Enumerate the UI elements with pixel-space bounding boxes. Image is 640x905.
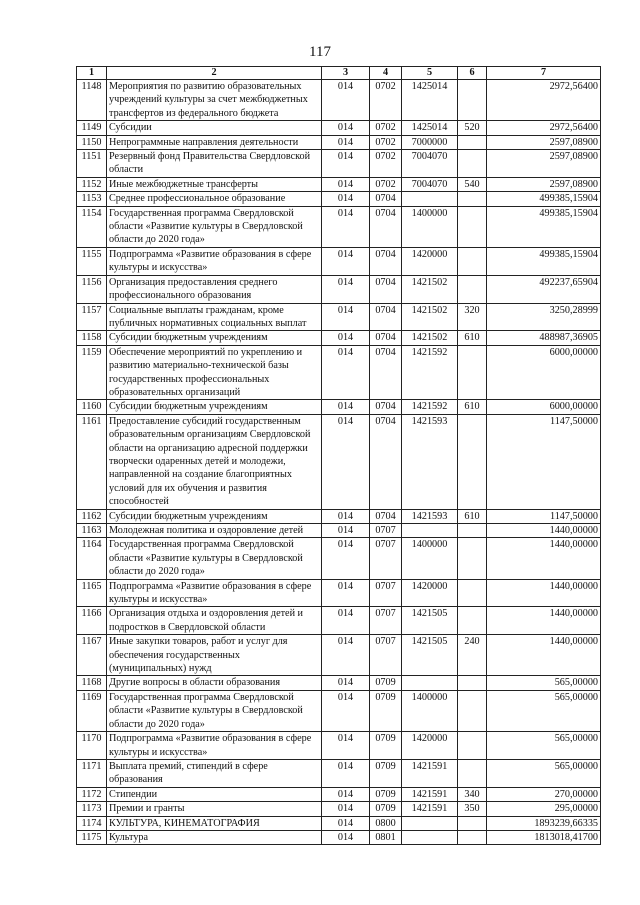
- header-col-6: 6: [458, 67, 487, 80]
- row-target-code: 1421592: [402, 400, 458, 414]
- row-expense-type: 520: [458, 121, 487, 135]
- row-section-code: 0704: [370, 275, 402, 303]
- row-number: 1166: [77, 607, 107, 635]
- row-number: 1169: [77, 690, 107, 731]
- row-section-code: 0707: [370, 579, 402, 607]
- table-row: [77, 345, 601, 400]
- row-number: 1171: [77, 759, 107, 787]
- row-name: Подпрограмма «Развитие образования в сфере культуры и искусства»: [107, 247, 322, 275]
- row-amount: 1147,50000: [487, 509, 601, 523]
- row-expense-type: [458, 579, 487, 607]
- row-number: 1157: [77, 303, 107, 331]
- row-name: Обеспечение мероприятий по укреплению и развитию материально-технической базы государственных профессиональных образовательных организаций: [107, 345, 322, 400]
- table-row: [77, 121, 601, 135]
- header-col-4: 4: [370, 67, 402, 80]
- row-section-code: 0709: [370, 759, 402, 787]
- row-target-code: 1421593: [402, 414, 458, 509]
- row-target-code: 1421505: [402, 635, 458, 676]
- row-expense-type: 610: [458, 400, 487, 414]
- table-row: [77, 635, 601, 676]
- row-target-code: [402, 676, 458, 690]
- row-expense-type: [458, 690, 487, 731]
- row-department-code: 014: [322, 579, 370, 607]
- row-number: 1170: [77, 732, 107, 760]
- table-row: [77, 206, 601, 247]
- row-target-code: 1421591: [402, 759, 458, 787]
- row-section-code: 0702: [370, 121, 402, 135]
- row-expense-type: [458, 732, 487, 760]
- row-number: 1164: [77, 538, 107, 579]
- row-number: 1154: [77, 206, 107, 247]
- table-row: [77, 816, 601, 830]
- row-number: 1159: [77, 345, 107, 400]
- table-row: [77, 135, 601, 149]
- row-amount: 2972,56400: [487, 80, 601, 121]
- table-row: [77, 802, 601, 816]
- table-row: [77, 732, 601, 760]
- row-section-code: 0704: [370, 247, 402, 275]
- row-department-code: 014: [322, 802, 370, 816]
- row-department-code: 014: [322, 732, 370, 760]
- row-name: Выплата премий, стипендий в сфере образования: [107, 759, 322, 787]
- row-department-code: 014: [322, 400, 370, 414]
- table-body: [77, 80, 601, 845]
- row-department-code: 014: [322, 524, 370, 538]
- row-number: 1148: [77, 80, 107, 121]
- row-number: 1163: [77, 524, 107, 538]
- row-name: Непрограммные направления деятельности: [107, 135, 322, 149]
- row-department-code: 014: [322, 607, 370, 635]
- row-name: Подпрограмма «Развитие образования в сфере культуры и искусства»: [107, 732, 322, 760]
- row-number: 1165: [77, 579, 107, 607]
- table-row: [77, 607, 601, 635]
- row-expense-type: 240: [458, 635, 487, 676]
- row-section-code: 0709: [370, 787, 402, 801]
- table-row: [77, 830, 601, 844]
- row-target-code: 7004070: [402, 177, 458, 191]
- row-target-code: 7004070: [402, 150, 458, 178]
- row-amount: 1440,00000: [487, 524, 601, 538]
- row-name: Премии и гранты: [107, 802, 322, 816]
- table-row: [77, 538, 601, 579]
- row-target-code: 1421502: [402, 303, 458, 331]
- row-expense-type: [458, 676, 487, 690]
- row-department-code: 014: [322, 635, 370, 676]
- row-department-code: 014: [322, 345, 370, 400]
- row-target-code: 1425014: [402, 80, 458, 121]
- row-department-code: 014: [322, 150, 370, 178]
- row-department-code: 014: [322, 414, 370, 509]
- row-amount: 565,00000: [487, 676, 601, 690]
- row-section-code: 0801: [370, 830, 402, 844]
- row-amount: 2597,08900: [487, 135, 601, 149]
- row-number: 1158: [77, 331, 107, 345]
- row-target-code: 1420000: [402, 732, 458, 760]
- row-expense-type: 540: [458, 177, 487, 191]
- row-department-code: 014: [322, 177, 370, 191]
- row-target-code: [402, 524, 458, 538]
- row-section-code: 0704: [370, 192, 402, 206]
- table-row: [77, 524, 601, 538]
- table-row: [77, 177, 601, 191]
- row-number: 1173: [77, 802, 107, 816]
- row-amount: 6000,00000: [487, 400, 601, 414]
- row-name: Государственная программа Свердловской области «Развитие культуры в Свердловской области до 2020 года»: [107, 690, 322, 731]
- row-expense-type: [458, 816, 487, 830]
- row-expense-type: [458, 759, 487, 787]
- row-expense-type: 350: [458, 802, 487, 816]
- header-col-2: 2: [107, 67, 322, 80]
- row-expense-type: [458, 192, 487, 206]
- page-number: 117: [309, 44, 331, 60]
- row-number: 1167: [77, 635, 107, 676]
- row-section-code: 0702: [370, 177, 402, 191]
- row-amount: 270,00000: [487, 787, 601, 801]
- row-target-code: 1421591: [402, 802, 458, 816]
- row-target-code: [402, 192, 458, 206]
- row-expense-type: 320: [458, 303, 487, 331]
- row-expense-type: 340: [458, 787, 487, 801]
- row-number: 1168: [77, 676, 107, 690]
- row-amount: 3250,28999: [487, 303, 601, 331]
- row-amount: 499385,15904: [487, 192, 601, 206]
- row-section-code: 0709: [370, 690, 402, 731]
- row-section-code: 0704: [370, 400, 402, 414]
- row-number: 1152: [77, 177, 107, 191]
- row-expense-type: [458, 247, 487, 275]
- row-number: 1150: [77, 135, 107, 149]
- row-department-code: 014: [322, 676, 370, 690]
- row-department-code: 014: [322, 830, 370, 844]
- header-col-1: 1: [77, 67, 107, 80]
- row-name: Подпрограмма «Развитие образования в сфере культуры и искусства»: [107, 579, 322, 607]
- row-number: 1156: [77, 275, 107, 303]
- row-section-code: 0709: [370, 676, 402, 690]
- row-department-code: 014: [322, 331, 370, 345]
- row-amount: 295,00000: [487, 802, 601, 816]
- header-col-5: 5: [402, 67, 458, 80]
- row-expense-type: [458, 80, 487, 121]
- row-department-code: 014: [322, 135, 370, 149]
- row-expense-type: [458, 414, 487, 509]
- table-row: [77, 787, 601, 801]
- table-row: [77, 579, 601, 607]
- row-department-code: 014: [322, 303, 370, 331]
- row-amount: 6000,00000: [487, 345, 601, 400]
- row-name: Субсидии: [107, 121, 322, 135]
- row-section-code: 0702: [370, 150, 402, 178]
- row-amount: 499385,15904: [487, 206, 601, 247]
- row-expense-type: 610: [458, 331, 487, 345]
- row-expense-type: 610: [458, 509, 487, 523]
- row-target-code: 1421502: [402, 331, 458, 345]
- table-row: [77, 509, 601, 523]
- row-name: Другие вопросы в области образования: [107, 676, 322, 690]
- row-amount: 565,00000: [487, 690, 601, 731]
- row-target-code: 1421592: [402, 345, 458, 400]
- row-department-code: 014: [322, 192, 370, 206]
- row-amount: 1440,00000: [487, 579, 601, 607]
- row-section-code: 0709: [370, 802, 402, 816]
- row-name: Субсидии бюджетным учреждениям: [107, 331, 322, 345]
- row-amount: 565,00000: [487, 759, 601, 787]
- row-name: Предоставление субсидий государственным образовательным организациям Свердловской области на организацию адресной поддержки творчески одаренных детей и молодежи, направленной на создание благоприятных условий для их обучения и развития способностей: [107, 414, 322, 509]
- row-amount: 2972,56400: [487, 121, 601, 135]
- row-name: Иные межбюджетные трансферты: [107, 177, 322, 191]
- header-col-3: 3: [322, 67, 370, 80]
- row-section-code: 0702: [370, 135, 402, 149]
- row-number: 1153: [77, 192, 107, 206]
- row-expense-type: [458, 206, 487, 247]
- row-section-code: 0702: [370, 80, 402, 121]
- row-target-code: 1421505: [402, 607, 458, 635]
- row-target-code: 1421502: [402, 275, 458, 303]
- table-row: [77, 80, 601, 121]
- row-name: Организация предоставления среднего профессионального образования: [107, 275, 322, 303]
- row-target-code: [402, 830, 458, 844]
- row-department-code: 014: [322, 121, 370, 135]
- row-section-code: 0704: [370, 331, 402, 345]
- table-row: [77, 331, 601, 345]
- header-row: [77, 67, 601, 80]
- table-row: [77, 759, 601, 787]
- row-expense-type: [458, 524, 487, 538]
- row-expense-type: [458, 345, 487, 400]
- row-number: 1149: [77, 121, 107, 135]
- row-amount: 565,00000: [487, 732, 601, 760]
- row-department-code: 014: [322, 509, 370, 523]
- row-expense-type: [458, 538, 487, 579]
- row-expense-type: [458, 150, 487, 178]
- row-department-code: 014: [322, 538, 370, 579]
- row-section-code: 0704: [370, 345, 402, 400]
- row-department-code: 014: [322, 80, 370, 121]
- row-name: Субсидии бюджетным учреждениям: [107, 509, 322, 523]
- row-amount: 1440,00000: [487, 607, 601, 635]
- row-name: Культура: [107, 830, 322, 844]
- row-department-code: 014: [322, 816, 370, 830]
- row-number: 1161: [77, 414, 107, 509]
- row-amount: 1147,50000: [487, 414, 601, 509]
- row-department-code: 014: [322, 206, 370, 247]
- row-section-code: 0707: [370, 607, 402, 635]
- row-target-code: 1400000: [402, 690, 458, 731]
- row-number: 1160: [77, 400, 107, 414]
- row-number: 1151: [77, 150, 107, 178]
- row-name: Государственная программа Свердловской области «Развитие культуры в Свердловской области до 2020 года»: [107, 206, 322, 247]
- table-row: [77, 690, 601, 731]
- row-target-code: 1421593: [402, 509, 458, 523]
- row-name: Молодежная политика и оздоровление детей: [107, 524, 322, 538]
- row-name: Резервный фонд Правительства Свердловской области: [107, 150, 322, 178]
- table-row: [77, 150, 601, 178]
- row-amount: 1893239,66335: [487, 816, 601, 830]
- row-section-code: 0707: [370, 635, 402, 676]
- row-department-code: 014: [322, 247, 370, 275]
- row-name: Государственная программа Свердловской области «Развитие культуры в Свердловской области до 2020 года»: [107, 538, 322, 579]
- table-row: [77, 275, 601, 303]
- row-expense-type: [458, 830, 487, 844]
- row-target-code: [402, 816, 458, 830]
- row-amount: 1813018,41700: [487, 830, 601, 844]
- row-target-code: 1400000: [402, 206, 458, 247]
- header-col-7: 7: [487, 67, 601, 80]
- row-name: Организация отдыха и оздоровления детей и подростков в Свердловской области: [107, 607, 322, 635]
- budget-table: [76, 66, 601, 845]
- row-amount: 499385,15904: [487, 247, 601, 275]
- row-name: Среднее профессиональное образование: [107, 192, 322, 206]
- row-amount: 488987,36905: [487, 331, 601, 345]
- row-section-code: 0704: [370, 206, 402, 247]
- row-expense-type: [458, 275, 487, 303]
- row-number: 1162: [77, 509, 107, 523]
- row-target-code: 1425014: [402, 121, 458, 135]
- row-target-code: 1400000: [402, 538, 458, 579]
- row-target-code: 1421591: [402, 787, 458, 801]
- row-department-code: 014: [322, 690, 370, 731]
- row-name: КУЛЬТУРА, КИНЕМАТОГРАФИЯ: [107, 816, 322, 830]
- row-department-code: 014: [322, 759, 370, 787]
- row-name: Субсидии бюджетным учреждениям: [107, 400, 322, 414]
- table-row: [77, 192, 601, 206]
- row-amount: 492237,65904: [487, 275, 601, 303]
- row-section-code: 0704: [370, 509, 402, 523]
- table-row: [77, 400, 601, 414]
- row-amount: 2597,08900: [487, 150, 601, 178]
- row-name: Мероприятия по развитию образовательных учреждений культуры за счет межбюджетных трансфертов из федерального бюджета: [107, 80, 322, 121]
- row-section-code: 0707: [370, 538, 402, 579]
- row-section-code: 0800: [370, 816, 402, 830]
- row-amount: 1440,00000: [487, 635, 601, 676]
- table-row: [77, 247, 601, 275]
- row-section-code: 0709: [370, 732, 402, 760]
- row-amount: 1440,00000: [487, 538, 601, 579]
- row-target-code: 1420000: [402, 247, 458, 275]
- row-name: Иные закупки товаров, работ и услуг для обеспечения государственных (муниципальных) нужд: [107, 635, 322, 676]
- table-row: [77, 676, 601, 690]
- row-number: 1172: [77, 787, 107, 801]
- row-number: 1175: [77, 830, 107, 844]
- row-section-code: 0704: [370, 303, 402, 331]
- row-number: 1155: [77, 247, 107, 275]
- row-number: 1174: [77, 816, 107, 830]
- row-target-code: 7000000: [402, 135, 458, 149]
- row-expense-type: [458, 607, 487, 635]
- row-name: Социальные выплаты гражданам, кроме публичных нормативных социальных выплат: [107, 303, 322, 331]
- row-target-code: 1420000: [402, 579, 458, 607]
- row-expense-type: [458, 135, 487, 149]
- table-row: [77, 303, 601, 331]
- row-section-code: 0707: [370, 524, 402, 538]
- row-department-code: 014: [322, 787, 370, 801]
- row-section-code: 0704: [370, 414, 402, 509]
- table-row: [77, 414, 601, 509]
- row-department-code: 014: [322, 275, 370, 303]
- row-name: Стипендии: [107, 787, 322, 801]
- row-amount: 2597,08900: [487, 177, 601, 191]
